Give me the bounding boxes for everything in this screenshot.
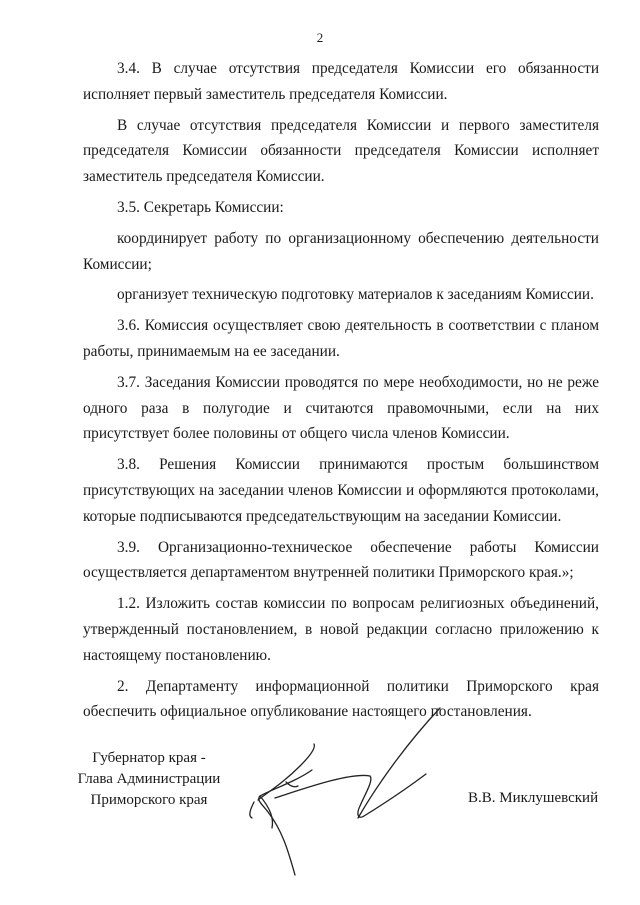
signer-name: В.В. Миклушевский — [468, 790, 599, 806]
paragraph-3-6: 3.6. Комиссия осуществляет свою деятельность в соответствии с планом работы, принимаемым на ее заседании. — [83, 317, 599, 360]
paragraph-3-5-duty-1: координирует работу по организационному обеспечению деятельности Комиссии; — [83, 229, 599, 273]
signatory-title-line-1: Губернатор края - — [92, 750, 206, 766]
paragraph-1-2: 1.2. Изложить состав комиссии по вопросам религиозных объединений, утвержденный постановлением, в новой редакции согласно приложению к настоящему постановлению. — [83, 595, 599, 664]
paragraph-3-5-duty-2: организует техническую подготовку материалов к заседаниям Комиссии. — [117, 286, 594, 304]
signatory-title — [74, 748, 224, 811]
page-number: 2 — [316, 30, 324, 45]
paragraph-3-7: 3.7. Заседания Комиссии проводятся по мере необходимости, но не реже одного раза в полугодие и считаются правомочными, если на них присутствует более половины от общего числа членов Комиссии. — [83, 373, 599, 443]
paragraph-3-4: 3.4. В случае отсутствия председателя Комиссии его обязанности исполняет первый заместитель председателя Комиссии. — [83, 60, 599, 103]
paragraph-3-5: 3.5. Секретарь Комиссии: — [117, 198, 284, 216]
signatory-title-line-2: Глава Администрации — [77, 771, 221, 787]
paragraph-3-9: 3.9. Организационно-техническое обеспечение работы Комиссии осуществляется департаментом внутренней политики Приморского края.»; — [83, 538, 599, 582]
paragraph-3-4-continued: В случае отсутствия председателя Комиссии и первого заместителя председателя Комиссии обязанности председателя Комиссии исполняет заместитель председателя Комиссии. — [83, 116, 599, 186]
paragraph-2: 2. Департаменту информационной политики Приморского края обеспечить официальное опубликование настоящего постановления. — [83, 677, 599, 721]
paragraph-3-8: 3.8. Решения Комиссии принимаются простым большинством присутствующих на заседании членов Комиссии и оформляются протоколами, которые подписываются председательствующим на заседании Комиссии. — [83, 456, 599, 525]
handwritten-signature — [240, 700, 450, 890]
signatory-title-line-3: Приморского края — [90, 792, 208, 808]
document-body — [83, 56, 599, 725]
